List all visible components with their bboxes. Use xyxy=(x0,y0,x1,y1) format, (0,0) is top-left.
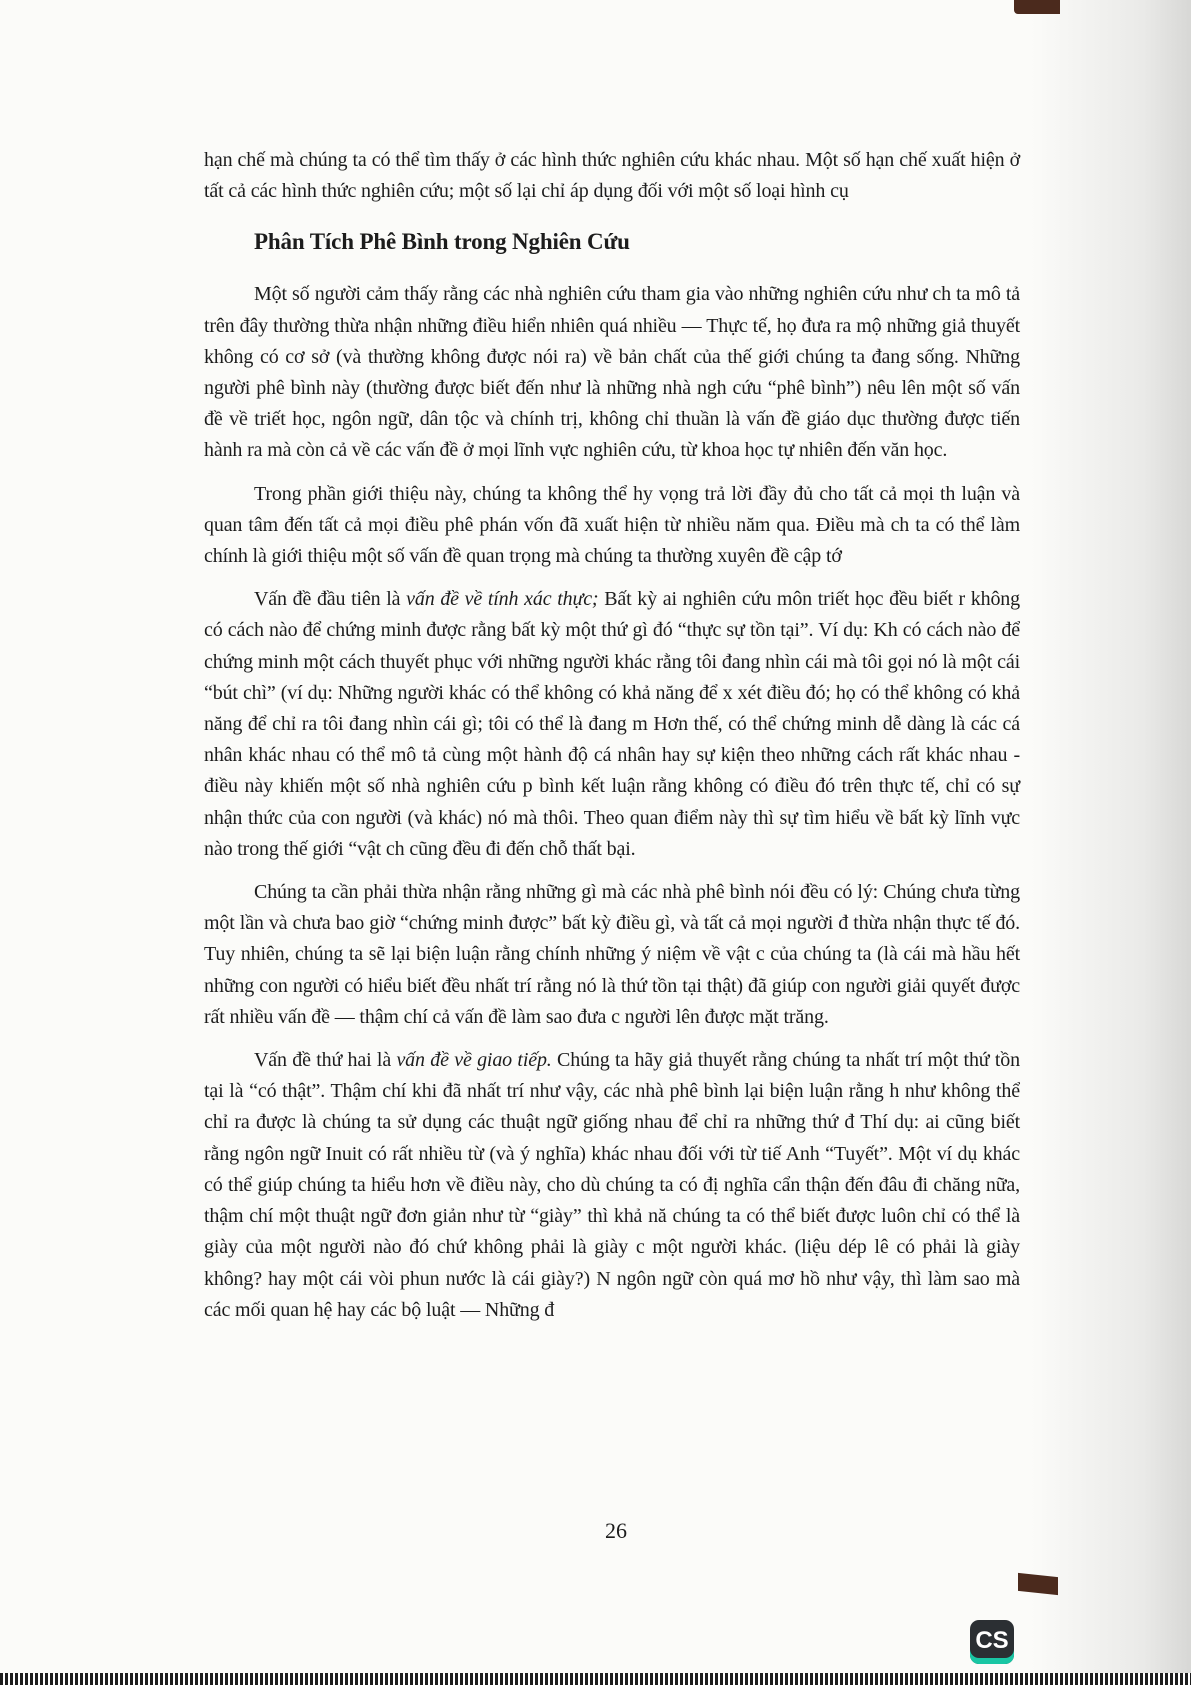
paragraph-introduction: Trong phần giới thiệu này, chúng ta không thể hy vọng trả lời đầy đủ cho tất cả mọi th luận và quan tâm đến tất cả mọi điều phê phán vốn đã xuất hiện từ nhiều năm qua. Điều mà ch ta có thể làm chính là giới thiệu một số vấn đề quan trọng mà chúng ta thường xuyên đề cập tớ xyxy=(204,482,1020,568)
paragraph-critics: Một số người cảm thấy rằng các nhà nghiên cứu tham gia vào những nghiên cứu như ch ta mô tả trên đây thường thừa nhận những điều hiển nhiên quá nhiều — Thực tế, họ đưa ra mộ những giả thuyết không có cơ sở (và thường không được nói ra) về bản chất của thế giới chúng ta đang sống. Những người phê bình này (thường được biết đến như là những nhà ngh cứu “phê bình”) nêu lên một số vấn đề về triết học, ngôn ngữ, dân tộc và chính trị, không chỉ thuần là vấn đề giáo dục thường được tiến hành ra mà còn cả về các vấn đề ở mọi lĩnh vực nghiên cứu, từ khoa học tự nhiên đến văn học. xyxy=(204,283,1020,462)
lead-paragraph: hạn chế mà chúng ta có thể tìm thấy ở các hình thức nghiên cứu khác nhau. Một số hạn chế xuất hiện ở tất cả các hình thức nghiên cứu; một số lại chỉ áp dụng đối với một số loại hình cụ xyxy=(204,149,1020,203)
italic-term-communication: vấn đề về giao tiếp. xyxy=(396,1049,552,1072)
paragraph-body-text: Bất kỳ ai nghiên cứu môn triết học đều biết r không có cách nào để chứng minh được rằng bất kỳ một thứ gì đó “thực sự tồn tại”. Ví dụ: Kh có cách nào để chứng minh một cách thuyết phục với những người khác rằng tôi đang nhìn cái mà tôi gọi nó là một cái “bút chì” (ví dụ: Những người khác có thể không có khả năng để x xét điều đó; họ có thể không có khả năng để chỉ ra tôi đang nhìn cái gì; tôi có thể là đang m Hơn thế, có thể chứng minh dễ dàng là các cá nhân khác nhau có thể mô tả cùng một hành độ cá nhân hay sự kiện theo những cách rất khác nhau - điều này khiến một số nhà nghiên cứu p bình kết luận rằng không có điều đó trên thực tế, chỉ có sự nhận thức của con người (và khác) nó mà thôi. Theo quan điểm này thì sự tìm hiểu về bất kỳ lĩnh vực nào trong thế giới “vật ch cũng đều đi đến chỗ thất bại. xyxy=(204,588,1020,860)
section-heading: Phân Tích Phê Bình trong Nghiên Cứu xyxy=(254,229,630,255)
camscanner-logo-badge: CS xyxy=(970,1620,1014,1664)
page-body xyxy=(204,145,1020,1338)
paragraph-lead-text: Vấn đề thứ hai là xyxy=(254,1049,397,1072)
italic-term-authenticity: vấn đề về tính xác thực; xyxy=(406,588,599,611)
paragraph-authenticity xyxy=(204,584,1020,865)
bottom-scan-strip xyxy=(0,1673,1191,1685)
binder-clip-mark-top xyxy=(1014,0,1060,14)
page-edge-shadow xyxy=(1031,0,1191,1685)
paragraph-communication xyxy=(204,1045,1020,1326)
paragraph-body-text: Chúng ta hãy giả thuyết rằng chúng ta nhất trí một thứ tồn tại là “có thật”. Thậm chí khi đã nhất trí như vậy, các nhà phê bình lại biện luận rằng h như không thể chỉ ra được là chúng ta sử dụng các thuật ngữ giống nhau để chỉ ra những thứ đ Thí dụ: ai cũng biết rằng ngôn ngữ Inuit có rất nhiều từ (và ý nghĩa) khác nhau đối với từ tiế Anh “Tuyết”. Một ví dụ khác có thể giúp chúng ta hiểu hơn về điều này, cho dù chúng ta có đị nghĩa cẩn thận đến đâu đi chăng nữa, thậm chí một thuật ngữ đơn giản như từ “giày” thì khả nă chúng ta có thể biết được luôn chỉ có thể là giày của một người nào đó chứ không phải là giày c một người khác. (liệu dép lê có phải là giày không? hay một cái vòi phun nước là cái giày?) N ngôn ngữ còn quá mơ hồ như vậy, thì làm sao mà các mối quan hệ hay các bộ luật — Những đ xyxy=(204,1049,1020,1321)
paragraph-acknowledgement: Chúng ta cần phải thừa nhận rằng những gì mà các nhà phê bình nói đều có lý: Chúng chưa từng một lần và chưa bao giờ “chứng minh được” bất kỳ điều gì, và tất cả mọi người đ thừa nhận thực tế đó. Tuy nhiên, chúng ta sẽ lại biện luận rằng chính những ý niệm về vật c của chúng ta (là cái mà hầu hết những con người có hiểu biết đều nhất trí rằng nó là thứ tồn tại thật) đã giúp con người giải quyết được rất nhiều vấn đề — thậm chí cả vấn đề làm sao đưa c người lên được mặt trăng. xyxy=(204,881,1020,1028)
page-number: 26 xyxy=(605,1518,627,1543)
paragraph-lead-text: Vấn đề đầu tiên là xyxy=(254,588,407,611)
